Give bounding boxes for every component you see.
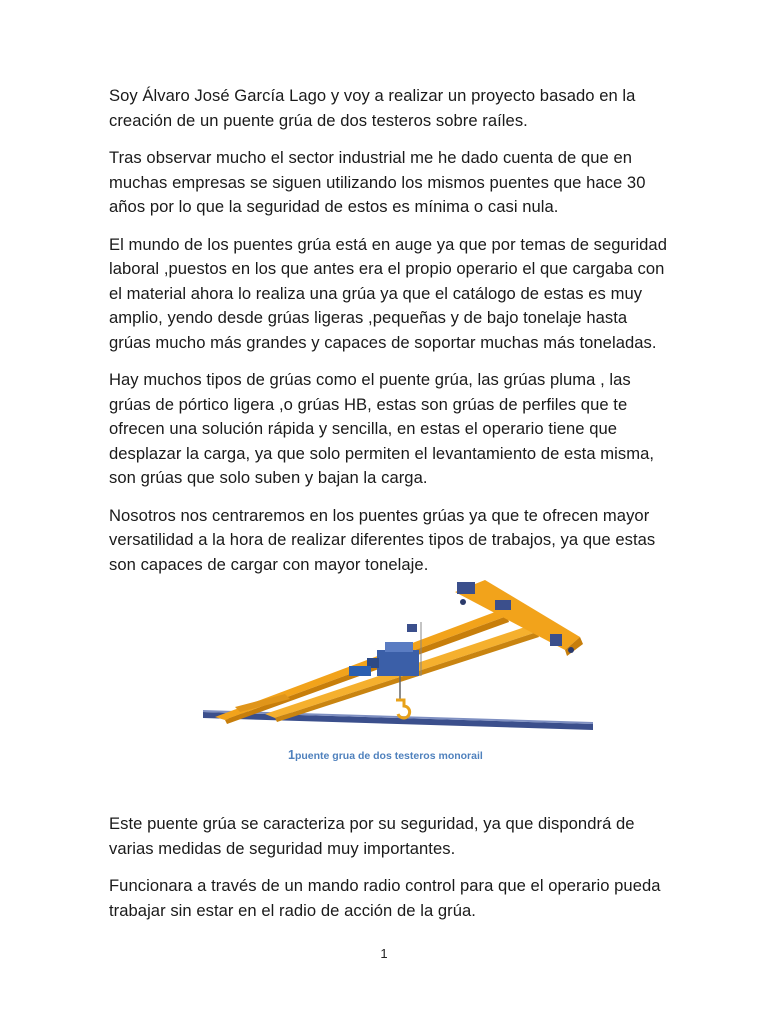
- body-text-bottom: [109, 812, 669, 936]
- paragraph-focus: Nosotros nos centraremos en los puentes grúas ya que te ofrecen mayor versatilidad a la hora de realizar diferentes tipos de trabajos, ya que estas son capaces de cargar con mayor tonelaje.: [109, 505, 656, 574]
- paragraph-observation: Tras observar mucho el sector industrial me he dado cuenta de que en muchas empresas se siguen utilizando los mismos puentes que hace 30 años por lo que la seguridad de estos es mínima o casi nula.: [109, 148, 646, 216]
- paragraph-radio-control: Funcionara a través de un mando radio control para que el operario pueda trabajar sin estar en el radio de acción de la grúa.: [109, 876, 661, 920]
- paragraph-safety: Este puente grúa se caracteriza por su seguridad, ya que dispondrá de varias medidas de seguridad muy importantes.: [109, 814, 635, 858]
- body-text-top: [109, 84, 669, 590]
- hoist-trolley: [377, 650, 419, 676]
- caption-text: puente grua de dos testeros monorail: [294, 750, 483, 762]
- motor-unit-right: [550, 634, 562, 646]
- motor-unit-mid: [495, 600, 511, 610]
- paragraph-intro: Soy Álvaro José García Lago y voy a realizar un proyecto basado en la creación de un puente grúa de dos testeros sobre raíles.: [109, 86, 636, 130]
- hook: [396, 700, 410, 718]
- crane-illustration: [195, 572, 595, 737]
- caption-number: 1: [288, 748, 295, 762]
- paragraph-crane-world: El mundo de los puentes grúa está en auge ya que por temas de seguridad laboral ,puestos en los que antes era el propio operario el que cargaba con el material ahora lo realiza una grúa ya que el catálogo de estas es muy amplio, yendo desde grúas ligeras ,pequeñas y de bajo tonelaje hasta grúas mucho más grandes y capaces de soportar muchas más toneladas.: [109, 234, 667, 352]
- motor-unit-left: [457, 582, 475, 594]
- crane-figure: [195, 572, 595, 737]
- paragraph-crane-types: Hay muchos tipos de grúas como el puente grúa, las grúas pluma , las grúas de pórtico ligera ,o grúas HB, estas son grúas de perfiles que te ofrecen una solución rápida y sencilla, en estas el operario tiene que desplazar la carga, ya que solo permiten el levantamiento de esta misma, son grúas que solo suben y bajan la carga.: [109, 370, 655, 487]
- page-number: 1: [380, 946, 388, 961]
- figure-caption: [288, 748, 483, 762]
